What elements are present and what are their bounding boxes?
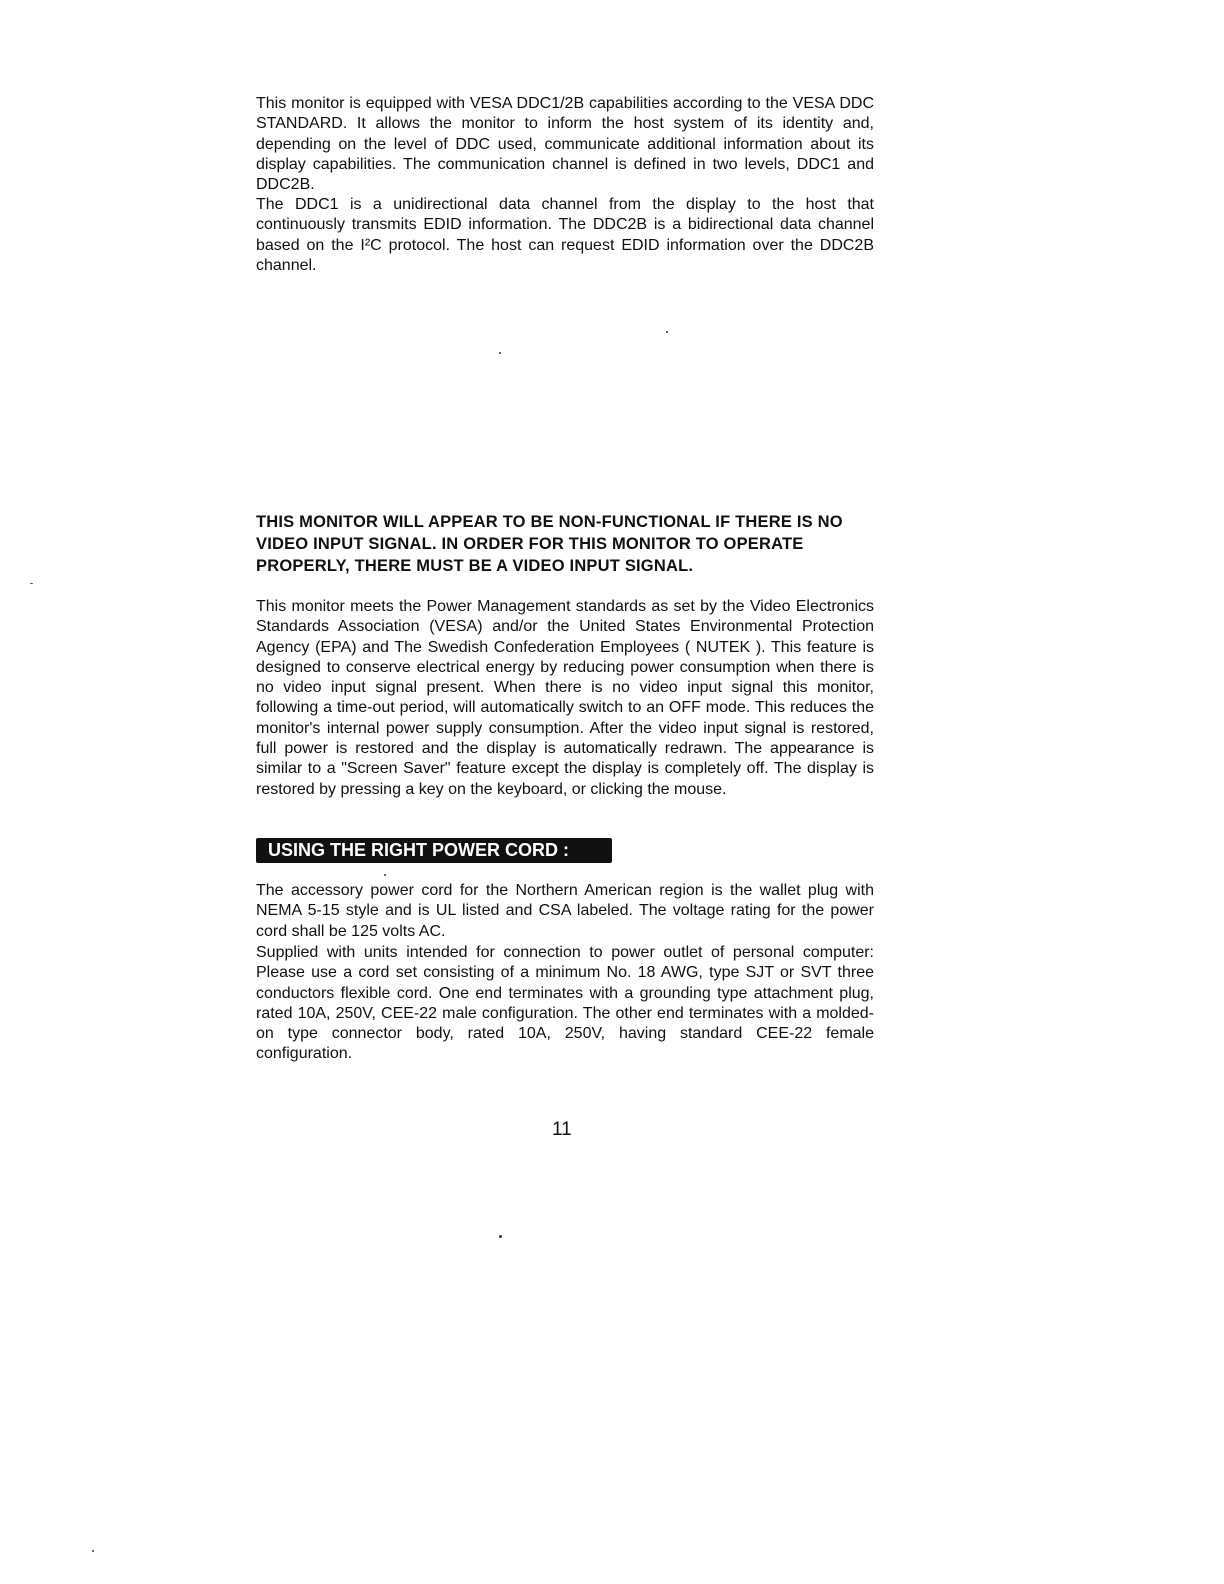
power-cord-other-paragraph: Supplied with units intended for connection to power outlet of personal computer: Please use a cord set consisting of a minimum No. 18 AWG, type SJT or SVT three conductors flexible cord. One end terminates with a grounding type attachment plug, rated 10A, 250V, CEE-22 male configuration. The other end terminates with a molded-on type connector body, rated 10A, 250V, having standard CEE-22 female configuration.	[256, 944, 874, 1063]
scan-speck	[92, 1550, 94, 1552]
section-heading-power-cord: USING THE RIGHT POWER CORD :	[256, 838, 612, 863]
scan-speck	[666, 331, 668, 333]
ddc-detail-paragraph: The DDC1 is a unidirectional data channel from the display to the host that continuously transmits EDID information. The DDC2B is a bidirectional data channel based on the I²C protocol. The host can request EDID information over the DDC2B channel.	[256, 196, 874, 274]
scan-speck	[384, 874, 386, 876]
scan-speck	[499, 352, 501, 354]
power-cord-north-america-paragraph: The accessory power cord for the Northern American region is the wallet plug with NEMA 5-15 style and is UL listed and CSA labeled. The voltage rating for the power cord shall be 125 volts AC.	[256, 882, 874, 940]
page-number: 11	[552, 1119, 572, 1140]
scan-speck	[499, 1235, 502, 1238]
ddc-intro-paragraph: This monitor is equipped with VESA DDC1/2B capabilities according to the VESA DDC STANDARD. It allows the monitor to inform the host system of its identity and, depending on the level of DDC used, communicate additional information about its display capabilities. The communication channel is defined in two levels, DDC1 and DDC2B.	[256, 95, 874, 194]
power-management-paragraph: This monitor meets the Power Management standards as set by the Video Electronics Standards Association (VESA) and/or the United States Environmental Protection Agency (EPA) and The Swedish Confederation Employees ( NUTEK ). This feature is designed to conserve electrical energy by reducing power consumption when there is no video input signal present. When there is no video input signal this monitor, following a time-out period, will automatically switch to an OFF mode. This reduces the monitor's internal power supply consumption. After the video input signal is restored, full power is restored and the display is automatically redrawn. The appearance is similar to a "Screen Saver" feature except the display is completely off. The display is restored by pressing a key on the keyboard, or clicking the mouse.	[256, 598, 874, 798]
scan-speck	[30, 583, 33, 584]
no-signal-warning: THIS MONITOR WILL APPEAR TO BE NON-FUNCTIONAL IF THERE IS NO VIDEO INPUT SIGNAL. IN ORDER FOR THIS MONITOR TO OPERATE PROPERLY, THERE MUST BE A VIDEO INPUT SIGNAL.	[256, 513, 843, 575]
